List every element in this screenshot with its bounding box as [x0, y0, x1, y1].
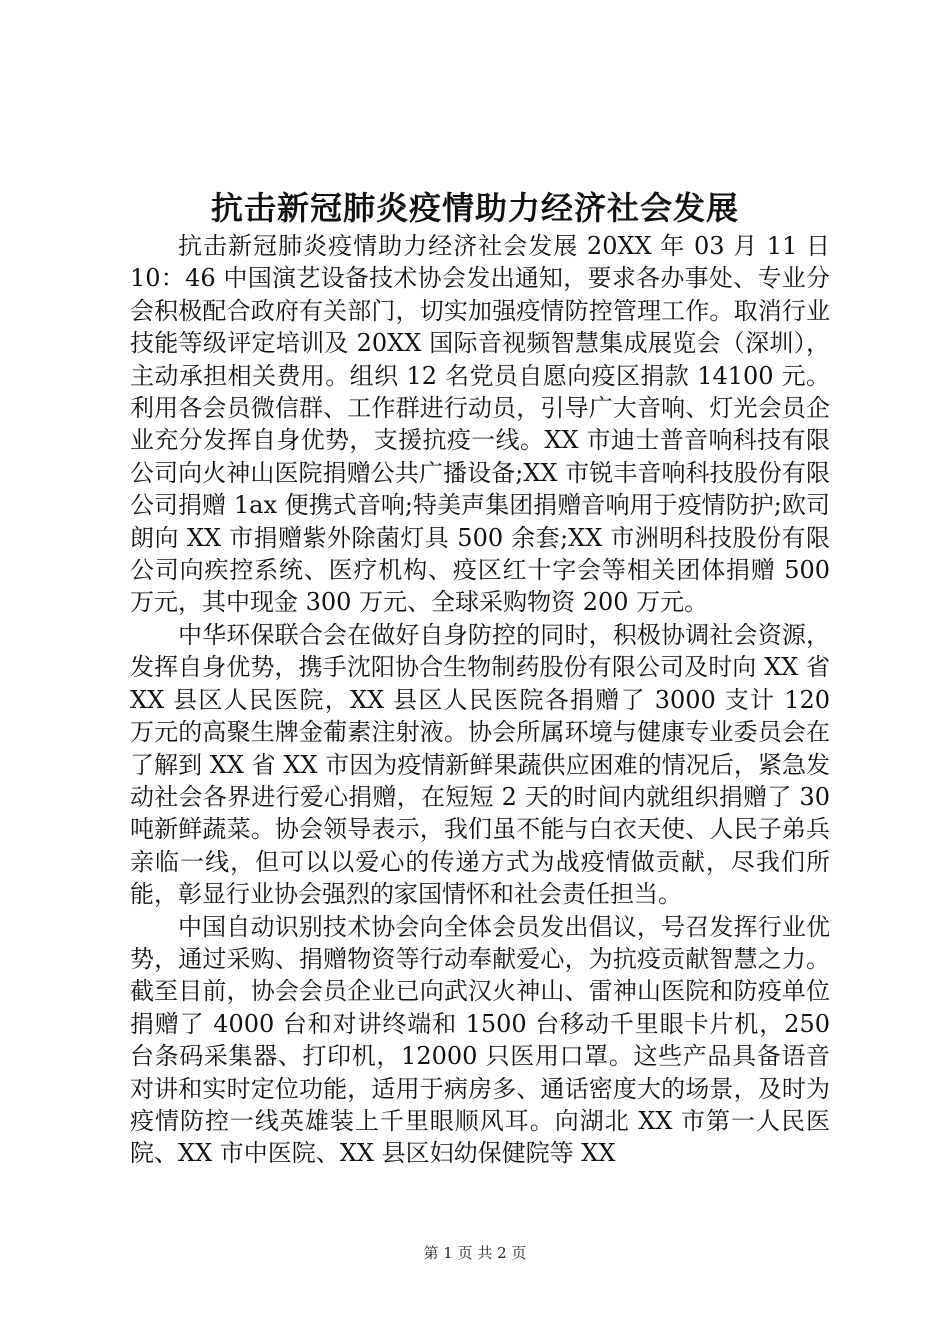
paragraph-3: 中国自动识别技术协会向全体会员发出倡议，号召发挥行业优势，通过采购、捐赠物资等行动奉献爱心，为抗疫贡献智慧之力。截至目前，协会会员企业已向武汉火神山、雷神山医院和防疫单位捐赠了 4000 台和对讲终端和 1500 台移动千里眼卡片机，250 台条码采集器、打印机，12000 只医用口罩。这些产品具备语音对讲和实时定位功能，适用于病房多、通话密度大的场景，及时为疫情防控一线英雄装上千里眼顺风耳。向湖北 XX 市第一人民医院、XX 市中医院、XX 县区妇幼保健院等 XX [130, 912, 830, 1168]
document-body [130, 230, 830, 1170]
paragraph-1: 抗击新冠肺炎疫情助力经济社会发展 20XX 年 03 月 11 日 10：46 中国演艺设备技术协会发出通知，要求各办事处、专业分会积极配合政府有关部门，切实加强疫情防控管理工作。取消行业技能等级评定培训及 20XX 国际音视频智慧集成展览会（深圳），主动承担相关费用。组织 12 名党员自愿向疫区捐款 14100 元。利用各会员微信群、工作群进行动员，引导广大音响、灯光会员企业充分发挥自身优势，支援抗疫一线。XX 市迪士普音响科技有限公司向火神山医院捐赠公共广播设备;XX 市锐丰音响科技股份有限公司捐赠 1ax 便携式音响;特美声集团捐赠音响用于疫情防护;欧司朗向 XX 市捐赠紫外除菌灯具 500 余套;XX 市洲明科技股份有限公司向疾控系统、医疗机构、疫区红十字会等相关团体捐赠 500 万元，其中现金 300 万元、全球采购物资 200 万元。 [130, 232, 830, 617]
paragraph-2: 中华环保联合会在做好自身防控的同时，积极协调社会资源，发挥自身优势，携手沈阳协合生物制药股份有限公司及时向 XX 省 XX 县区人民医院，XX 县区人民医院各捐赠了 3000 支计 120 万元的高聚生牌金葡素注射液。协会所属环境与健康专业委员会在了解到 XX 省 XX 市因为疫情新鲜果蔬供应困难的情况后，紧急发动社会各界进行爱心捐赠，在短短 2 天的时间内就组织捐赠了 30 吨新鲜蔬菜。协会领导表示，我们虽不能与白衣天使、人民子弟兵亲临一线，但可以以爱心的传递方式为战疫情做贡献，尽我们所能，彰显行业协会强烈的家国情怀和社会责任担当。 [130, 620, 830, 909]
page-number-footer: 第 1 页 共 2 页 [423, 1244, 527, 1262]
document-title: 抗击新冠肺炎疫情助力经济社会发展 [210, 189, 739, 227]
